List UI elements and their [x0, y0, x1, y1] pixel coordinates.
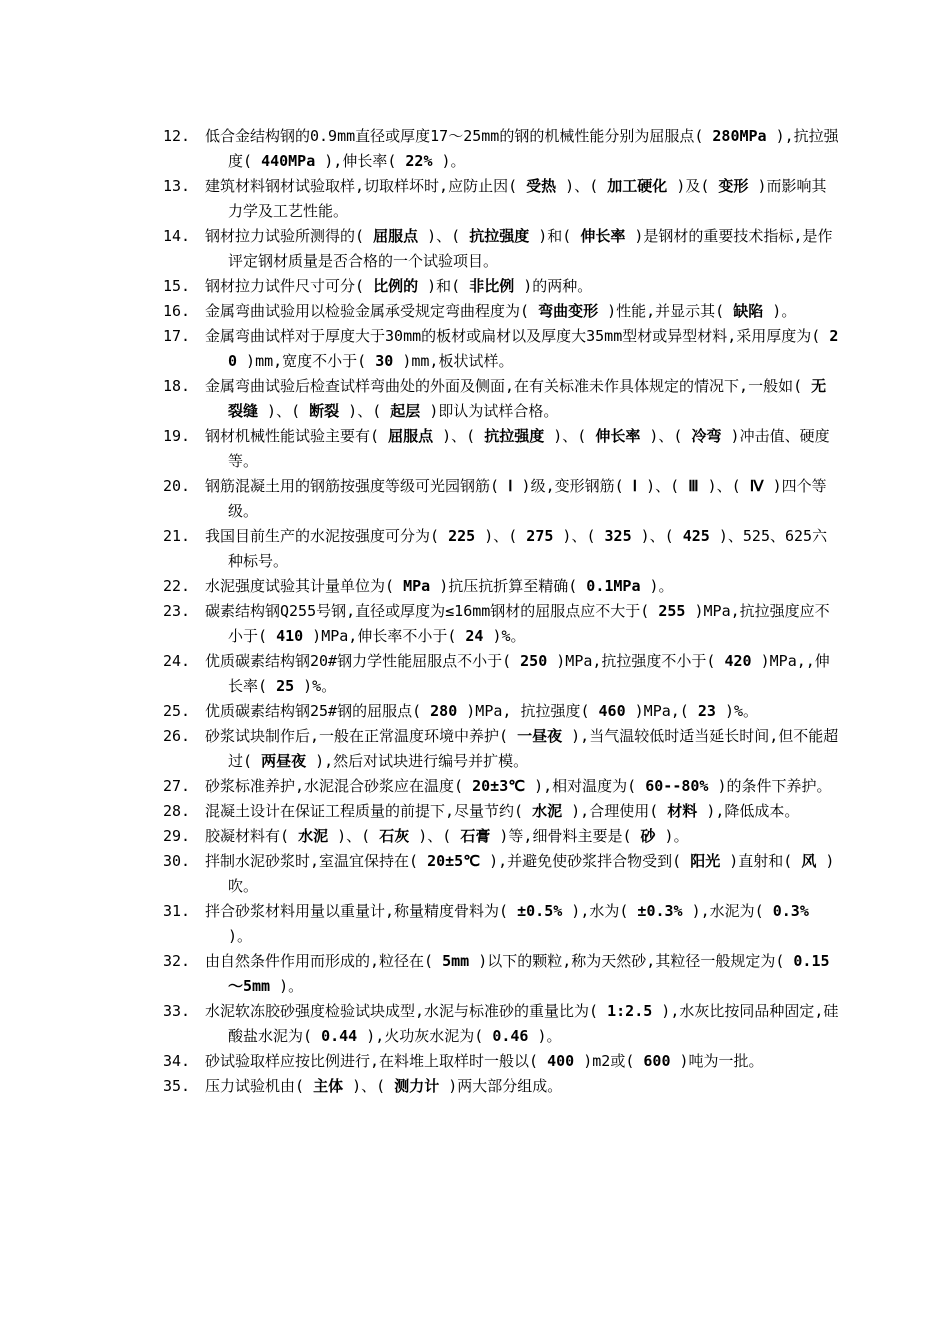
answer-text: 20±3℃ [472, 777, 526, 795]
question-text: 我国目前生产的水泥按强度可分为( [205, 527, 449, 545]
question-text: )冲击值、硬度等。 [228, 427, 830, 470]
question-text: )抗压抗折算至精确( [430, 577, 587, 595]
question-text: )m2或( [574, 1052, 644, 1070]
question-text: )是钢材的重要技术指标,是作评定钢材质量是否合格的一个试验项目。 [228, 227, 833, 270]
question-text: )MPa,,伸长率( [228, 652, 830, 695]
question-text: 金属弯曲试验后检查试样弯曲处的外面及侧面,在有关标准未作具体规定的情况下,一般如( [205, 377, 812, 395]
question-text: ),然后对试块进行编号并扩模。 [306, 752, 529, 770]
question-text: )、( [339, 402, 391, 420]
question-item [163, 224, 840, 274]
question-number: 14. [163, 227, 191, 245]
answer-text: 280 [430, 702, 458, 720]
answer-text: 0.46 [492, 1027, 529, 1045]
question-text: 低合金结构钢的0.9mm直径或厚度17～25mm的钢的机械性能分别为屈服点( [205, 127, 713, 145]
question-text: 砂试验取样应按比例进行,在料堆上取样时一般以( [205, 1052, 548, 1070]
question-number: 26. [163, 727, 191, 745]
answer-text: 60--80% [645, 777, 709, 795]
question-item [163, 774, 840, 799]
question-text: )直射和( [720, 852, 802, 870]
question-text: )而影响其力学及工艺性能。 [228, 177, 827, 220]
question-item [163, 124, 840, 174]
question-text: 钢材拉力试件尺寸可分( [205, 277, 374, 295]
question-item [163, 524, 840, 574]
question-text: )、525、625六种标号。 [228, 527, 828, 570]
answer-text: 水泥 [298, 827, 329, 845]
question-text: ),相对温度为( [525, 777, 646, 795]
answer-text: 缺陷 [733, 302, 764, 320]
question-text: )及( [667, 177, 719, 195]
answer-text: MPa [403, 577, 431, 595]
question-text: 金属弯曲试样对于厚度大于30mm的板材或扁材以及厚度大35mm型材或异型材料,采用厚度为( [205, 327, 830, 345]
question-number: 12. [163, 127, 191, 145]
answer-text: 250 [520, 652, 548, 670]
answer-text: Ⅲ [688, 477, 699, 495]
question-text: 优质碳素结构钢20#钢力学性能屈服点不小于( [205, 652, 521, 670]
question-item [163, 1074, 840, 1099]
question-list [163, 124, 840, 1099]
question-text: )吨为一批。 [670, 1052, 764, 1070]
answer-text: 425 [682, 527, 710, 545]
question-text: )性能,并显示其( [598, 302, 734, 320]
question-text: )。 [763, 302, 797, 320]
answer-text: Ⅰ [508, 477, 513, 495]
answer-text: 测力计 [394, 1077, 440, 1095]
answer-text: 伸长率 [580, 227, 626, 245]
answer-text: 起层 [390, 402, 421, 420]
question-text: 砂浆试块制作后,一般在正常温度环境中养护( [205, 727, 518, 745]
answer-text: 比例的 [373, 277, 419, 295]
question-text: )。 [640, 577, 674, 595]
question-item [163, 374, 840, 424]
question-text: )四个等级。 [228, 477, 827, 520]
answer-text: 石灰 [379, 827, 410, 845]
question-item [163, 649, 840, 699]
question-text: )、( [631, 527, 683, 545]
answer-text: 20 [228, 327, 839, 370]
question-text: ),水为( [562, 902, 638, 920]
question-text: )即认为试样合格。 [420, 402, 559, 420]
answer-text: 600 [643, 1052, 671, 1070]
question-text: ),火功灰水泥为( [357, 1027, 493, 1045]
answer-text: 变形 [718, 177, 749, 195]
question-number: 24. [163, 652, 191, 670]
question-item [163, 724, 840, 774]
question-text: 碳素结构钢Q255号钢,直径或厚度为≤16mm钢材的屈服点应不大于( [205, 602, 659, 620]
answer-text: 抗拉强度 [469, 227, 530, 245]
answer-text: 22% [405, 152, 433, 170]
answer-text: 1:2.5 [607, 1002, 653, 1020]
question-text: 水泥强度试验其计量单位为( [205, 577, 404, 595]
question-number: 19. [163, 427, 191, 445]
question-number: 25. [163, 702, 191, 720]
answer-text: 断裂 [309, 402, 340, 420]
question-text: ),合理使用( [562, 802, 668, 820]
question-item [163, 424, 840, 474]
question-text: ),降低成本。 [697, 802, 800, 820]
answer-text: 冷弯 [691, 427, 722, 445]
answer-text: 石膏 [460, 827, 491, 845]
answer-text: 400 [547, 1052, 575, 1070]
answer-text: 主体 [313, 1077, 344, 1095]
question-item [163, 999, 840, 1049]
question-text: )等,细骨料主要是( [490, 827, 641, 845]
question-text: )%。 [483, 627, 526, 645]
question-item [163, 474, 840, 524]
question-item [163, 824, 840, 849]
question-text: )、( [640, 427, 692, 445]
question-text: 拌合砂浆材料用量以重量计,称量精度骨料为( [205, 902, 518, 920]
question-text: )两大部分组成。 [439, 1077, 563, 1095]
question-text: )、( [433, 427, 485, 445]
question-item [163, 849, 840, 899]
question-item [163, 899, 840, 949]
answer-text: 225 [448, 527, 476, 545]
question-text: )、( [637, 477, 689, 495]
question-number: 29. [163, 827, 191, 845]
question-text: ),抗拉强度( [228, 127, 839, 170]
question-item [163, 274, 840, 299]
question-item [163, 799, 840, 824]
answer-text: 5mm [442, 952, 470, 970]
question-item [163, 599, 840, 649]
answer-text: 砂 [640, 827, 656, 845]
question-text: )、( [556, 177, 608, 195]
answer-text: 30 [375, 352, 394, 370]
question-text: )的两种。 [514, 277, 593, 295]
answer-text: 25 [276, 677, 295, 695]
answer-text: 无裂缝 [228, 377, 827, 420]
question-text: )MPa,抗拉强度不小于( [547, 652, 725, 670]
question-text: )、( [328, 827, 380, 845]
question-text: 钢材拉力试验所测得的( [205, 227, 374, 245]
question-number: 21. [163, 527, 191, 545]
question-text: )。 [655, 827, 689, 845]
question-number: 15. [163, 277, 191, 295]
question-text: )MPa,抗拉强度应不小于( [228, 602, 830, 645]
answer-text: 410 [276, 627, 304, 645]
question-text: )%。 [294, 677, 337, 695]
question-number: 23. [163, 602, 191, 620]
answer-text: ±0.5% [517, 902, 563, 920]
question-text: )、( [343, 1077, 395, 1095]
question-text: 压力试验机由( [205, 1077, 314, 1095]
question-text: 钢材机械性能试验主要有( [205, 427, 389, 445]
question-number: 22. [163, 577, 191, 595]
answer-text: Ⅰ [632, 477, 638, 495]
answer-text: 风 [801, 852, 817, 870]
question-text: )、( [409, 827, 461, 845]
question-text: 水泥软冻胶砂强度检验试块成型,水泥与标准砂的重量比为( [205, 1002, 608, 1020]
question-text: )、( [418, 227, 470, 245]
answer-text: 23 [697, 702, 716, 720]
answer-text: 屈服点 [373, 227, 419, 245]
question-text: )。 [432, 152, 466, 170]
answer-text: 420 [724, 652, 752, 670]
question-text: 由自然条件作用而形成的,粒径在( [205, 952, 443, 970]
question-text: )、( [544, 427, 596, 445]
answer-text: 440MPa [261, 152, 316, 170]
question-text: )、( [258, 402, 310, 420]
answer-text: 阳光 [690, 852, 721, 870]
question-text: )吹。 [228, 852, 835, 895]
question-text: ),水灰比按同品种固定,硅酸盐水泥为( [228, 1002, 839, 1045]
answer-text: 280MPa [712, 127, 767, 145]
answer-text: 325 [604, 527, 632, 545]
question-text: 砂浆标准养护,水泥混合砂浆应在温度( [205, 777, 473, 795]
answer-text: 0.1MPa [586, 577, 641, 595]
question-text: )、( [475, 527, 527, 545]
answer-text: ±0.3% [637, 902, 683, 920]
answer-text: 受热 [526, 177, 557, 195]
question-text: ),并避免使砂浆拌合物受到( [480, 852, 691, 870]
answer-text: 屈服点 [388, 427, 434, 445]
question-text: 混凝土设计在保证工程质量的前提下,尽量节约( [205, 802, 533, 820]
question-text: )mm,宽度不小于( [237, 352, 376, 370]
question-number: 30. [163, 852, 191, 870]
question-text: )。 [528, 1027, 562, 1045]
question-text: )以下的颗粒,称为天然砂,其粒径一般规定为( [469, 952, 794, 970]
answer-text: 0.3% [772, 902, 809, 920]
question-item [163, 1049, 840, 1074]
question-text: )、( [553, 527, 605, 545]
question-text: )MPa,伸长率不小于( [303, 627, 466, 645]
answer-text: 275 [526, 527, 554, 545]
question-item [163, 299, 840, 324]
question-text: )。 [270, 977, 304, 995]
question-text: 金属弯曲试验用以检验金属承受规定弯曲程度为( [205, 302, 539, 320]
question-item [163, 174, 840, 224]
question-text: )MPa,( [625, 702, 698, 720]
question-number: 18. [163, 377, 191, 395]
question-text: )和( [529, 227, 581, 245]
answer-text: 加工硬化 [607, 177, 668, 195]
answer-text: 一昼夜 [517, 727, 563, 745]
answer-text: 抗拉强度 [484, 427, 545, 445]
question-text: 建筑材料钢材试验取样,切取样坏时,应防止因( [205, 177, 527, 195]
question-number: 27. [163, 777, 191, 795]
question-text: 钢筋混凝土用的钢筋按强度等级可光园钢筋( [205, 477, 509, 495]
question-text: )和( [418, 277, 470, 295]
answer-text: 非比例 [469, 277, 515, 295]
question-number: 34. [163, 1052, 191, 1070]
question-text: ),伸长率( [315, 152, 406, 170]
question-item [163, 949, 840, 999]
question-number: 13. [163, 177, 191, 195]
question-item [163, 324, 840, 374]
answer-text: 20±5℃ [427, 852, 481, 870]
answer-text: 水泥 [532, 802, 563, 820]
question-item [163, 574, 840, 599]
question-text: ),当气温较低时适当延长时间,但不能超过( [228, 727, 839, 770]
answer-text: 24 [465, 627, 484, 645]
question-number: 28. [163, 802, 191, 820]
question-text: 优质碳素结构钢25#钢的屈服点( [205, 702, 431, 720]
question-text: )MPa, 抗拉强度( [457, 702, 599, 720]
question-text: 拌制水泥砂浆时,室温宜保持在( [205, 852, 428, 870]
answer-text: 460 [598, 702, 626, 720]
answer-text: Ⅳ [749, 477, 764, 495]
answer-text: 255 [658, 602, 686, 620]
question-number: 16. [163, 302, 191, 320]
answer-text: 0.44 [321, 1027, 358, 1045]
answer-text: 弯曲变形 [538, 302, 599, 320]
question-number: 33. [163, 1002, 191, 1020]
question-text: )mm,板状试样。 [393, 352, 514, 370]
question-text: )%。 [715, 702, 759, 720]
question-text: )、( [698, 477, 750, 495]
answer-text: 材料 [667, 802, 698, 820]
question-text: 胶凝材料有( [205, 827, 299, 845]
answer-text: 两昼夜 [261, 752, 307, 770]
question-number: 35. [163, 1077, 191, 1095]
question-text: )级,变形钢筋( [512, 477, 633, 495]
question-text: )。 [228, 927, 253, 945]
question-text: )的条件下养护。 [708, 777, 832, 795]
question-text: ),水泥为( [682, 902, 773, 920]
question-number: 31. [163, 902, 191, 920]
question-item [163, 699, 840, 724]
answer-text: 0.15～5mm [228, 952, 830, 995]
question-number: 32. [163, 952, 191, 970]
question-number: 17. [163, 327, 191, 345]
answer-text: 伸长率 [595, 427, 641, 445]
question-number: 20. [163, 477, 191, 495]
